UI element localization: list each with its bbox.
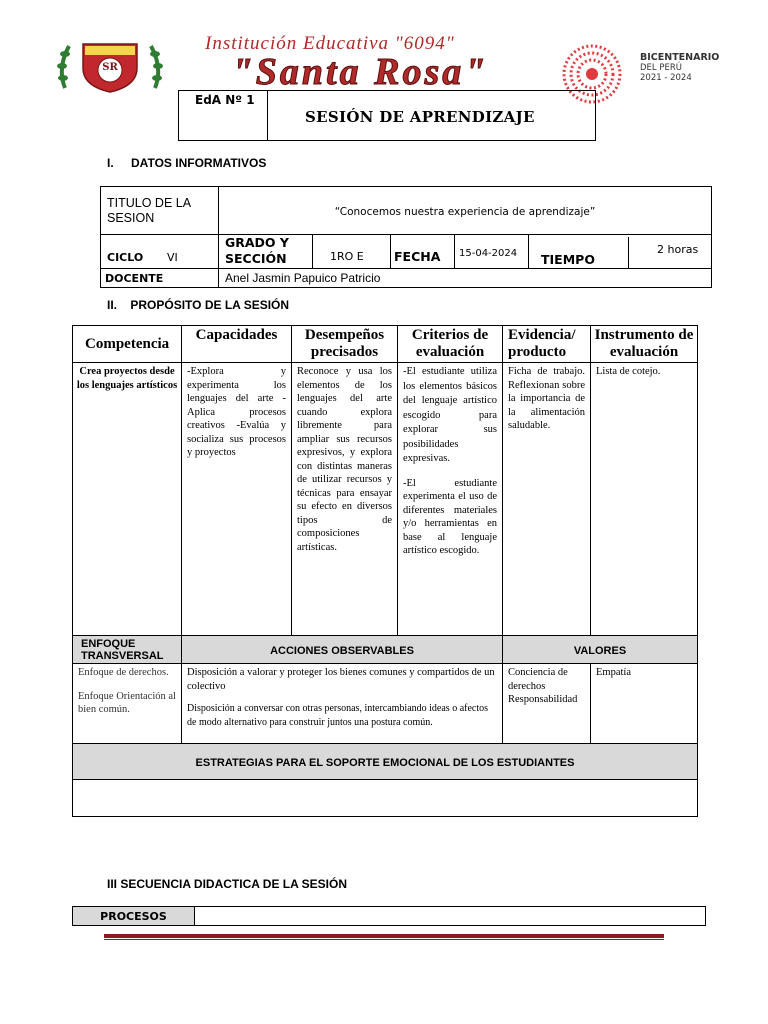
- eda-label: EdA Nº 1: [195, 93, 255, 107]
- capacidades-cell: [182, 363, 292, 636]
- acciones-label-cell: [182, 636, 503, 664]
- evidencia-cell: [503, 363, 591, 636]
- acciones-label: ACCIONES OBSERVABLES: [270, 644, 414, 657]
- estrategias-value-cell: [73, 780, 698, 817]
- titulo-value-cell: [219, 187, 712, 235]
- footer-rule-thin: [104, 939, 664, 940]
- capacidades-text: -Explora y experimenta los lenguajes del arte -Aplica procesos creativos -Evalúa y socializa sus procesos y proyectos: [187, 366, 286, 458]
- session-title-box: [267, 90, 596, 141]
- col-header-criterios: [398, 326, 503, 363]
- datos-table: [100, 186, 712, 288]
- school-name: "Santa Rosa": [231, 51, 489, 93]
- eda-box: [178, 90, 268, 141]
- enfoque-2-text: Enfoque Orientación al bien común.: [78, 690, 176, 715]
- crest-letters: SR: [102, 62, 118, 73]
- proposito-table: [72, 325, 698, 817]
- valores-label: VALORES: [573, 644, 627, 657]
- section1-title: DATOS INFORMATIVOS: [131, 156, 267, 170]
- criterio-1-text: -El estudiante utiliza los elementos básicos del lenguaje artístico escogido para explorar sus posibilidades expresivas.: [403, 366, 497, 464]
- section2-heading: [107, 298, 289, 312]
- session-title: SESIÓN DE APRENDIZAJE: [305, 108, 535, 126]
- procesos-label: PROCESOS: [100, 910, 167, 923]
- col-header-competencia: [73, 326, 182, 363]
- competencia-text: Crea proyectos desde los lenguajes artísticos: [76, 366, 178, 391]
- tiempo-value: 2 horas: [657, 243, 699, 256]
- bicentenario-line-3: 2021 - 2024: [640, 73, 692, 83]
- bicentenario-line-2: DEL PERÚ: [640, 63, 682, 73]
- valor-1-cell: [503, 664, 591, 744]
- instrumento-text: Lista de cotejo.: [596, 366, 661, 377]
- tiempo-label: TIEMPO: [529, 237, 629, 268]
- enfoque-cell: [73, 664, 182, 744]
- tiempo-cell: [529, 235, 712, 269]
- grado-label: GRADO Y SECCIÓN: [225, 235, 289, 266]
- valores-label-cell: [503, 636, 698, 664]
- ciclo-value: VI: [167, 251, 178, 264]
- enfoque-label-cell: [73, 636, 182, 664]
- school-crest: [55, 38, 165, 94]
- grado-value: 1RO E: [330, 250, 364, 263]
- col-header-instrumento: [591, 326, 698, 363]
- section2-title: PROPÓSITO DE LA SESIÓN: [130, 298, 290, 312]
- enfoque-1-text: Enfoque de derechos.: [78, 667, 169, 678]
- procesos-label-cell: [73, 907, 195, 926]
- col-header-desempenos-label: Desempeños precisados: [304, 327, 385, 360]
- col-header-evidencia: [503, 326, 591, 363]
- valor-2-cell: [591, 664, 698, 744]
- docente-label: DOCENTE: [105, 272, 164, 285]
- docente-value-cell: [219, 269, 712, 288]
- enfoque-label: ENFOQUE TRANSVERSAL: [81, 637, 164, 662]
- desempenos-text: Reconoce y usa los elementos de los lenguajes del arte cuando explora libremente para ampliar sus recursos expresivos, y explora con distintas maneras de utilizar recursos y técnicas para ensayar su efecto en diversos tipos de composiciones artísticas.: [297, 366, 392, 553]
- instrumento-cell: [591, 363, 698, 636]
- accion-1-text: Disposición a valorar y proteger los bienes comunes y compartidos de un colectivo: [187, 667, 495, 692]
- valor-1-text: Conciencia de derechos Responsabilidad: [508, 667, 578, 705]
- fecha-value-cell: [455, 235, 529, 269]
- section2-num: II.: [107, 298, 118, 312]
- col-header-desempenos: [292, 326, 398, 363]
- bicentenario-line-1: BICENTENARIO: [640, 52, 720, 63]
- procesos-value-cell: [195, 907, 706, 926]
- section3-heading: III SECUENCIA DIDACTICA DE LA SESIÓN: [107, 877, 348, 891]
- ciclo-label: CICLO: [107, 251, 144, 264]
- section1-heading: [107, 156, 266, 170]
- evidencia-text: Ficha de trabajo. Reflexionan sobre la importancia de la alimentación saludable.: [508, 366, 585, 431]
- docente-value: Anel Jasmin Papuico Patricio: [225, 271, 381, 285]
- criterio-2-text: -El estudiante experimenta el uso de diferentes materiales y/o herramientas en base al lenguaje artístico escogido.: [403, 477, 497, 556]
- fecha-value: 15-04-2024: [459, 248, 518, 259]
- ciclo-cell: [101, 235, 219, 269]
- institution-line: Institución Educativa "6094": [205, 33, 455, 54]
- estrategias-label-cell: [73, 744, 698, 780]
- titulo-value: “Conocemos nuestra experiencia de aprendizaje”: [334, 205, 596, 218]
- criterios-cell: [398, 363, 503, 636]
- fecha-label: FECHA: [394, 249, 441, 264]
- secuencia-table: [72, 906, 706, 926]
- col-header-evidencia-label: Evidencia/ producto: [508, 327, 576, 360]
- fecha-label-cell: [391, 235, 455, 269]
- estrategias-label: ESTRATEGIAS PARA EL SOPORTE EMOCIONAL DE LOS ESTUDIANTES: [195, 756, 575, 769]
- acciones-cell: [182, 664, 503, 744]
- bicentenario-text: [640, 53, 750, 83]
- col-header-capacidades: [182, 326, 292, 363]
- section1-num: I.: [107, 156, 114, 170]
- col-header-instrumento-label: Instrumento de evaluación: [594, 327, 694, 360]
- footer-rule: [104, 934, 664, 938]
- docente-label-cell: [101, 269, 219, 288]
- valor-2-text: Empatía: [596, 667, 631, 678]
- grado-value-cell: [313, 235, 391, 269]
- titulo-label: TITULO DE LA SESION: [107, 195, 191, 225]
- grado-label-cell: [219, 235, 313, 269]
- desempenos-cell: [292, 363, 398, 636]
- col-header-capacidades-label: Capacidades: [195, 327, 278, 343]
- col-header-competencia-label: Competencia: [85, 336, 170, 352]
- accion-2-text: Disposición a conversar con otras personas, intercambiando ideas o afectos de modo alternativo para construir juntos una postura común.: [187, 703, 489, 728]
- titulo-label-cell: [101, 187, 219, 235]
- col-header-criterios-label: Criterios de evaluación: [411, 327, 489, 360]
- competencia-cell: [73, 363, 182, 636]
